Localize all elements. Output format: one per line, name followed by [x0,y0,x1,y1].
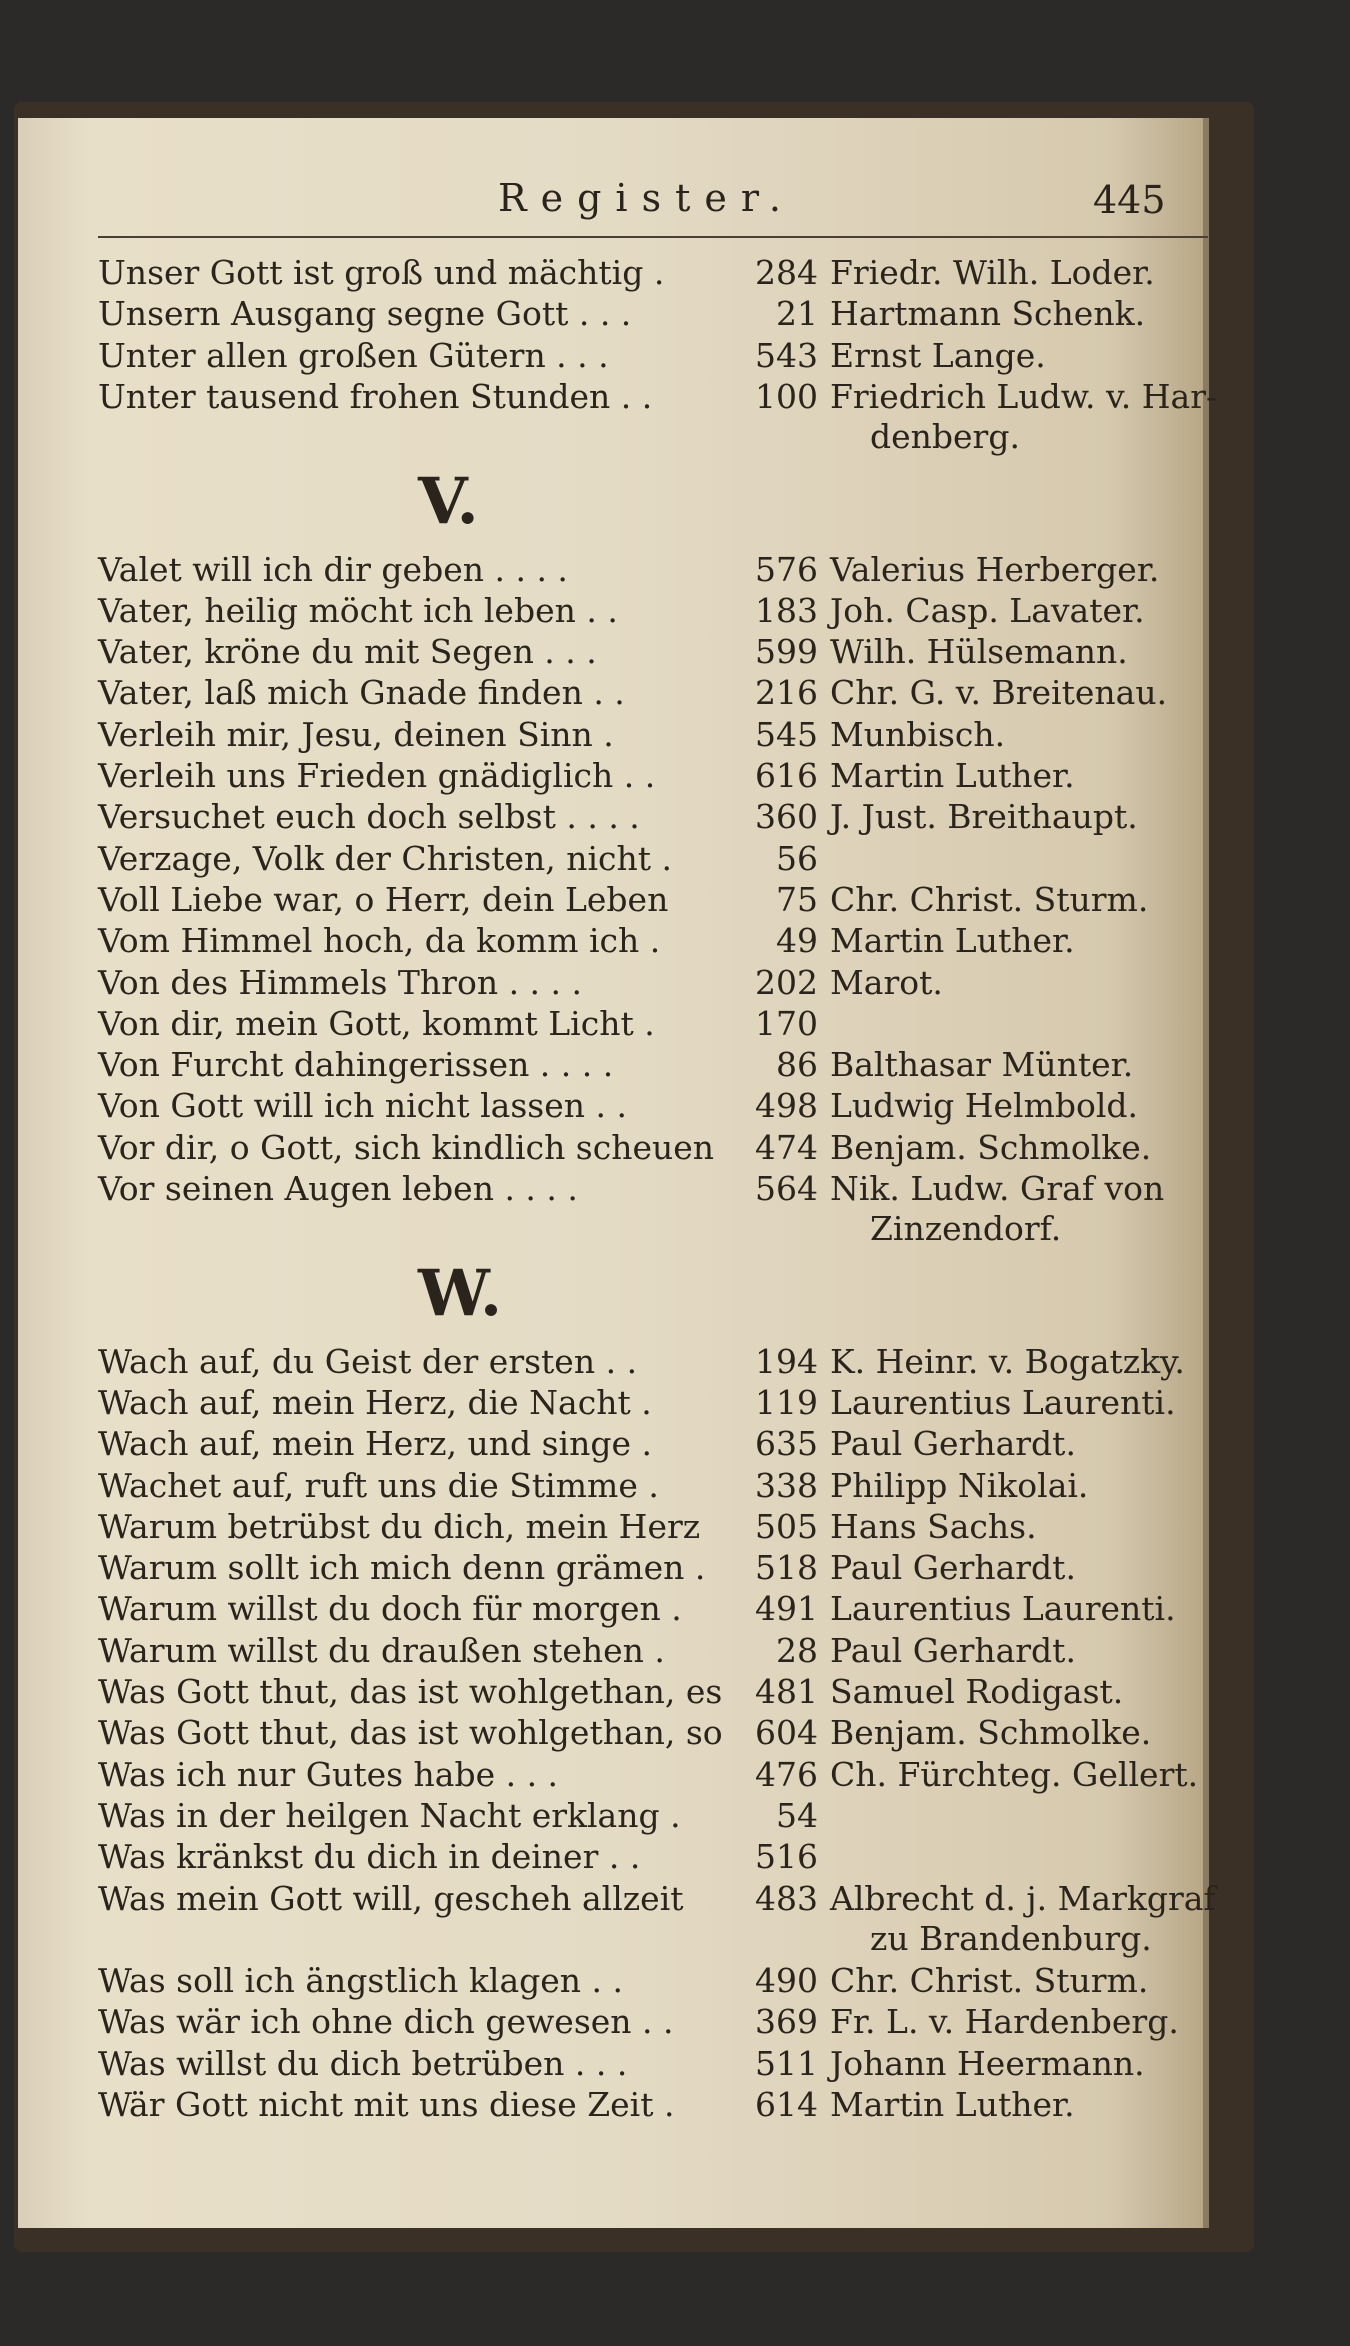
entry-author: Martin Luther. [830,756,1075,795]
entry-title: Von dir, mein Gott, kommt Licht . [98,1003,655,1043]
entry-page-number: 614 [755,2085,818,2124]
index-entry [18,1507,1218,1547]
entry-author: Hans Sachs. [830,1506,1037,1546]
entry-author: Martin Luther. [830,921,1075,961]
index-entry [18,1342,1218,1382]
entry-author: Benjam. Schmolke. [830,1713,1152,1753]
entry-page-number: 505 [755,1506,818,1546]
entry-page-number: 476 [755,1754,818,1794]
entry-page-number: 369 [755,2002,818,2042]
index-entry [18,1424,1218,1464]
index-entry [18,921,1218,961]
entry-author: Paul Gerhardt. [830,1548,1076,1588]
index-entry [18,632,1218,672]
index-entry [18,1128,1218,1168]
entry-title: Warum sollt ich mich denn grämen . [98,1548,706,1588]
entry-author: Valerius Herberger. [830,549,1160,589]
entry-page-number: 498 [755,1086,818,1126]
header-rule [98,236,1208,238]
entry-author: Samuel Rodigast. [830,1672,1124,1711]
entry-page-number: 284 [755,253,818,292]
entry-author: Martin Luther. [830,2085,1075,2124]
entry-title: Valet will ich dir geben . . . . [98,549,568,589]
index-entry [18,1713,1218,1753]
entry-title: Wär Gott nicht mit uns diese Zeit . [98,2085,675,2124]
entry-title: Verzage, Volk der Christen, nicht . [98,838,673,878]
entry-author: Nik. Ludw. Graf von [830,1169,1165,1208]
entry-title: Was mein Gott will, gescheh allzeit [98,1878,684,1918]
index-entry [18,797,1218,837]
entry-title: Verleih mir, Jesu, deinen Sinn . [98,714,614,754]
entry-title: Vater, laß mich Gnade finden . . [98,673,625,713]
entry-page-number: 564 [755,1169,818,1208]
entry-title: Was willst du dich betrüben . . . [98,2043,628,2083]
entry-title: Vor seinen Augen leben . . . . [98,1169,578,1208]
index-entry [18,1169,1218,1248]
index-entry [18,1548,1218,1588]
entry-page-number: 483 [755,1878,818,1918]
entry-page-number: 100 [755,376,818,416]
entry-author: Ludwig Helmbold. [830,1086,1139,1126]
index-entry [18,1755,1218,1795]
entry-title: Warum willst du doch für morgen . [98,1589,682,1629]
index-entry [18,715,1218,755]
entry-page-number: 491 [755,1589,818,1629]
entry-author: Friedr. Wilh. Loder. [830,253,1155,292]
entry-page-number: 338 [755,1465,818,1505]
entry-title: Vater, heilig möcht ich leben . . [98,590,618,630]
entry-page-number: 56 [776,838,818,878]
entry-title: Unsern Ausgang segne Gott . . . [98,294,632,334]
section-letter: W. [418,1255,503,1331]
entry-author: Marot. [830,962,943,1002]
entry-title: Voll Liebe war, o Herr, dein Leben [98,879,669,919]
entry-title: Unter tausend frohen Stunden . . [98,376,653,416]
entry-title: Was Gott thut, das ist wohlgethan, es [98,1672,723,1711]
entry-page-number: 28 [776,1630,818,1670]
entry-page-number: 599 [755,632,818,672]
entry-page-number: 635 [755,1424,818,1464]
entry-page-number: 511 [755,2043,818,2083]
entry-title: Vor dir, o Gott, sich kindlich scheuen [98,1127,715,1167]
entry-author: Laurentius Laurenti. [830,1589,1176,1629]
index-entry [18,336,1218,376]
entry-title: Was wär ich ohne dich gewesen . . [98,2002,674,2042]
index-entry [18,839,1218,879]
entry-author: Hartmann Schenk. [830,294,1146,334]
index-entry [18,1466,1218,1506]
entry-author: J. Just. Breithaupt. [830,797,1138,837]
entry-author: Chr. Christ. Sturm. [830,879,1149,919]
entry-page-number: 604 [755,1713,818,1753]
entry-author: Johann Heermann. [830,2043,1145,2083]
entry-page-number: 49 [776,921,818,961]
index-entry [18,880,1218,920]
entry-author: Philipp Nikolai. [830,1465,1089,1505]
index-entry [18,1878,1218,1958]
entry-title: Versuchet euch doch selbst . . . . [98,797,640,837]
index-entry [18,1796,1218,1836]
index-entry [18,376,1218,456]
entry-title: Wachet auf, ruft uns die Stimme . [98,1465,659,1505]
entry-author: Balthasar Münter. [830,1045,1134,1085]
index-entry [18,1672,1218,1712]
entry-author: Wilh. Hülsemann. [830,632,1128,672]
entry-page-number: 194 [755,1341,818,1381]
entry-author: K. Heinr. v. Bogatzky. [830,1341,1185,1381]
entry-author: Ernst Lange. [830,335,1046,375]
entry-page-number: 21 [776,294,818,334]
entry-title: Was kränkst du dich in deiner . . [98,1837,641,1877]
entry-title: Was Gott thut, das ist wohlgethan, so [98,1713,723,1753]
page-header [18,176,1203,236]
entry-title: Was soll ich ängstlich klagen . . [98,1961,624,2001]
entry-author: Albrecht d. j. Markgraf [830,1878,1216,1918]
entry-title: Unser Gott ist groß und mächtig . [98,253,665,292]
index-entry [18,253,1218,293]
index-entry [18,1631,1218,1671]
entry-page-number: 518 [755,1548,818,1588]
entry-title: Von des Himmels Thron . . . . [98,962,582,1002]
entry-page-number: 54 [776,1795,818,1835]
entry-page-number: 490 [755,1961,818,2001]
entry-author: Chr. Christ. Sturm. [830,1961,1149,2001]
entry-title: Von Gott will ich nicht lassen . . [98,1086,627,1126]
index-entry [18,1383,1218,1423]
entry-author: Benjam. Schmolke. [830,1127,1152,1167]
entry-page-number: 170 [755,1003,818,1043]
entry-author: Munbisch. [830,714,1006,754]
entry-page-number: 202 [755,962,818,1002]
entry-author: Friedrich Ludw. v. Har- [830,376,1218,416]
entry-author: Ch. Fürchteg. Gellert. [830,1754,1199,1794]
entry-page-number: 576 [755,549,818,589]
entry-page-number: 474 [755,1127,818,1167]
index-entry [18,550,1218,590]
page-title: Register. [498,176,795,220]
entry-author-continued: zu Brandenburg. [870,1918,1152,1958]
entry-title: Von Furcht dahingerissen . . . . [98,1045,614,1085]
index-entry [18,294,1218,334]
entry-page-number: 360 [755,797,818,837]
index-entry [18,1837,1218,1877]
index-entry [18,1004,1218,1044]
entry-title: Was in der heilgen Nacht erklang . [98,1795,681,1835]
index-entry [18,1045,1218,1085]
entry-author-continued: Zinzendorf. [870,1209,1062,1248]
entry-page-number: 616 [755,756,818,795]
entry-page-number: 516 [755,1837,818,1877]
index-entry [18,1086,1218,1126]
entry-page-number: 183 [755,590,818,630]
section-letter: V. [418,463,479,539]
entry-title: Vater, kröne du mit Segen . . . [98,632,597,672]
entry-page-number: 543 [755,335,818,375]
index-entry [18,2044,1218,2084]
entry-page-number: 119 [755,1382,818,1422]
entry-page-number: 75 [776,879,818,919]
entry-page-number: 86 [776,1045,818,1085]
entry-title: Unter allen großen Gütern . . . [98,335,609,375]
entry-title: Wach auf, mein Herz, und singe . [98,1424,652,1464]
entry-page-number: 216 [755,673,818,713]
page-number: 445 [1093,178,1166,222]
index-entry [18,2085,1218,2125]
book-page [18,118,1218,2228]
entry-author: Joh. Casp. Lavater. [830,590,1145,630]
index-entry [18,1589,1218,1629]
entry-author: Paul Gerhardt. [830,1630,1076,1670]
entry-title: Warum willst du draußen stehen . [98,1630,665,1670]
entry-title: Was ich nur Gutes habe . . . [98,1754,559,1794]
entry-title: Wach auf, mein Herz, die Nacht . [98,1382,652,1422]
entry-page-number: 481 [755,1672,818,1711]
index-entry [18,963,1218,1003]
index-entry [18,2002,1218,2042]
entry-page-number: 545 [755,714,818,754]
index-entry [18,756,1218,796]
entry-author: Paul Gerhardt. [830,1424,1076,1464]
entry-author: Laurentius Laurenti. [830,1382,1176,1422]
entry-author-continued: denberg. [870,416,1020,456]
entry-title: Verleih uns Frieden gnädiglich . . [98,756,656,795]
entry-title: Wach auf, du Geist der ersten . . [98,1341,638,1381]
entry-title: Warum betrübst du dich, mein Herz [98,1506,701,1546]
index-entry [18,591,1218,631]
index-entry [18,673,1218,713]
index-entry [18,1961,1218,2001]
entry-author: Chr. G. v. Breitenau. [830,673,1168,713]
entry-title: Vom Himmel hoch, da komm ich . [98,921,661,961]
entry-author: Fr. L. v. Hardenberg. [830,2002,1179,2042]
